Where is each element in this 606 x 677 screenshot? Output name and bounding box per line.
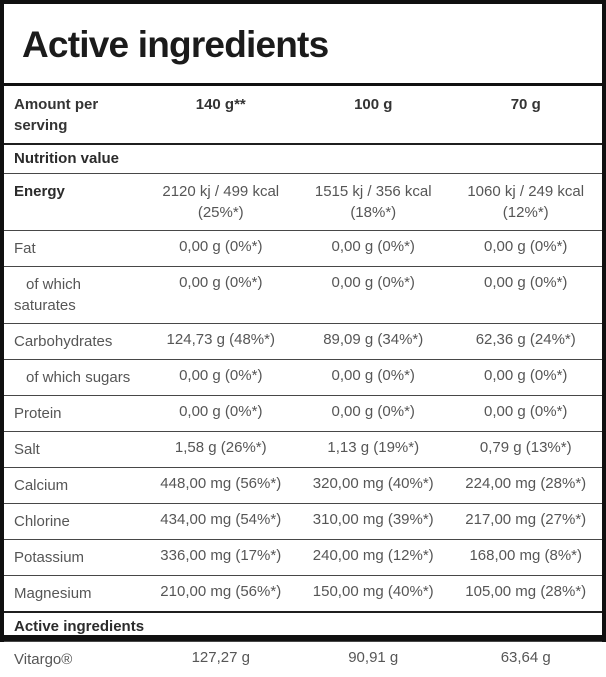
table-row (4, 230, 602, 266)
row-label: Magnesium (14, 584, 92, 602)
table-header-row (4, 86, 602, 145)
value-cell: 1,58 g (26%*) (174, 438, 267, 456)
table-row (4, 395, 602, 431)
value-cell: 0,00 g (0%*) (179, 237, 263, 255)
value-cell: 224,00 mg (28%*) (465, 474, 587, 492)
row-label: Chlorine (14, 512, 70, 530)
value-cell: 150,00 mg (40%*) (312, 582, 434, 600)
value-cell: 0,00 g (0%*) (179, 402, 263, 420)
row-label: Potassium (14, 548, 85, 566)
value-cell: 0,00 g (0%*) (179, 273, 263, 291)
title-bar (4, 4, 602, 86)
value-cell: 1515 kj / 356 kcal (18%*) (314, 182, 432, 221)
value-cell: 105,00 mg (28%*) (465, 582, 587, 600)
value-cell: 0,00 g (0%*) (179, 366, 263, 384)
row-label: Vitargo® (14, 650, 73, 668)
value-cell: 124,73 g (48%*) (166, 330, 275, 348)
value-cell: 240,00 mg (12%*) (312, 546, 434, 564)
page-title: Active ingredients (22, 24, 329, 65)
value-cell: 0,00 g (0%*) (484, 237, 568, 255)
amount-per-serving-header: Amount per serving (14, 95, 99, 134)
value-cell: 89,09 g (34%*) (323, 330, 424, 348)
value-cell: 448,00 mg (56%*) (160, 474, 282, 492)
table-row (4, 359, 602, 395)
value-cell: 320,00 mg (40%*) (312, 474, 434, 492)
value-cell: 0,00 g (0%*) (484, 366, 568, 384)
value-cell: 168,00 mg (8%*) (469, 546, 582, 564)
column-header-70g: 70 g (510, 95, 541, 113)
table-row (4, 539, 602, 575)
value-cell: 0,00 g (0%*) (331, 237, 415, 255)
table-row (4, 575, 602, 611)
row-label: Carbohydrates (14, 332, 113, 350)
section-label: Active ingredients (14, 617, 145, 635)
section-header-row (4, 145, 602, 173)
value-cell: 0,00 g (0%*) (331, 366, 415, 384)
column-header-140g: 140 g** (195, 95, 246, 113)
value-cell: 0,79 g (13%*) (479, 438, 572, 456)
value-cell: 0,00 g (0%*) (331, 402, 415, 420)
row-label: Protein (14, 404, 62, 422)
value-cell: 90,91 g (348, 648, 399, 666)
section-label: Nutrition value (14, 149, 120, 167)
value-cell: 310,00 mg (39%*) (312, 510, 434, 528)
table-row (4, 641, 602, 677)
value-cell: 210,00 mg (56%*) (160, 582, 282, 600)
value-cell: 336,00 mg (17%*) (160, 546, 282, 564)
table-row (4, 503, 602, 539)
row-label: Energy (14, 182, 65, 200)
value-cell: 1,13 g (19%*) (327, 438, 420, 456)
table-row (4, 431, 602, 467)
value-cell: 127,27 g (191, 648, 250, 666)
row-label: Calcium (14, 476, 69, 494)
value-cell: 0,00 g (0%*) (484, 402, 568, 420)
value-cell: 62,36 g (24%*) (475, 330, 576, 348)
value-cell: 1060 kj / 249 kcal (12%*) (467, 182, 585, 221)
value-cell: 434,00 mg (54%*) (160, 510, 282, 528)
row-label: Fat (14, 239, 36, 257)
table-row (4, 467, 602, 503)
table-body (4, 145, 602, 677)
table-row (4, 173, 602, 230)
value-cell: 63,64 g (500, 648, 551, 666)
row-label: of which saturates (14, 275, 82, 314)
value-cell: 0,00 g (0%*) (484, 273, 568, 291)
table-row (4, 323, 602, 359)
value-cell: 217,00 mg (27%*) (465, 510, 587, 528)
table-row (4, 266, 602, 323)
section-header-row (4, 611, 602, 641)
row-label: Salt (14, 440, 40, 458)
value-cell: 2120 kj / 499 kcal (25%*) (162, 182, 280, 221)
value-cell: 0,00 g (0%*) (331, 273, 415, 291)
row-label: of which sugars (26, 368, 131, 386)
column-header-100g: 100 g (354, 95, 393, 113)
